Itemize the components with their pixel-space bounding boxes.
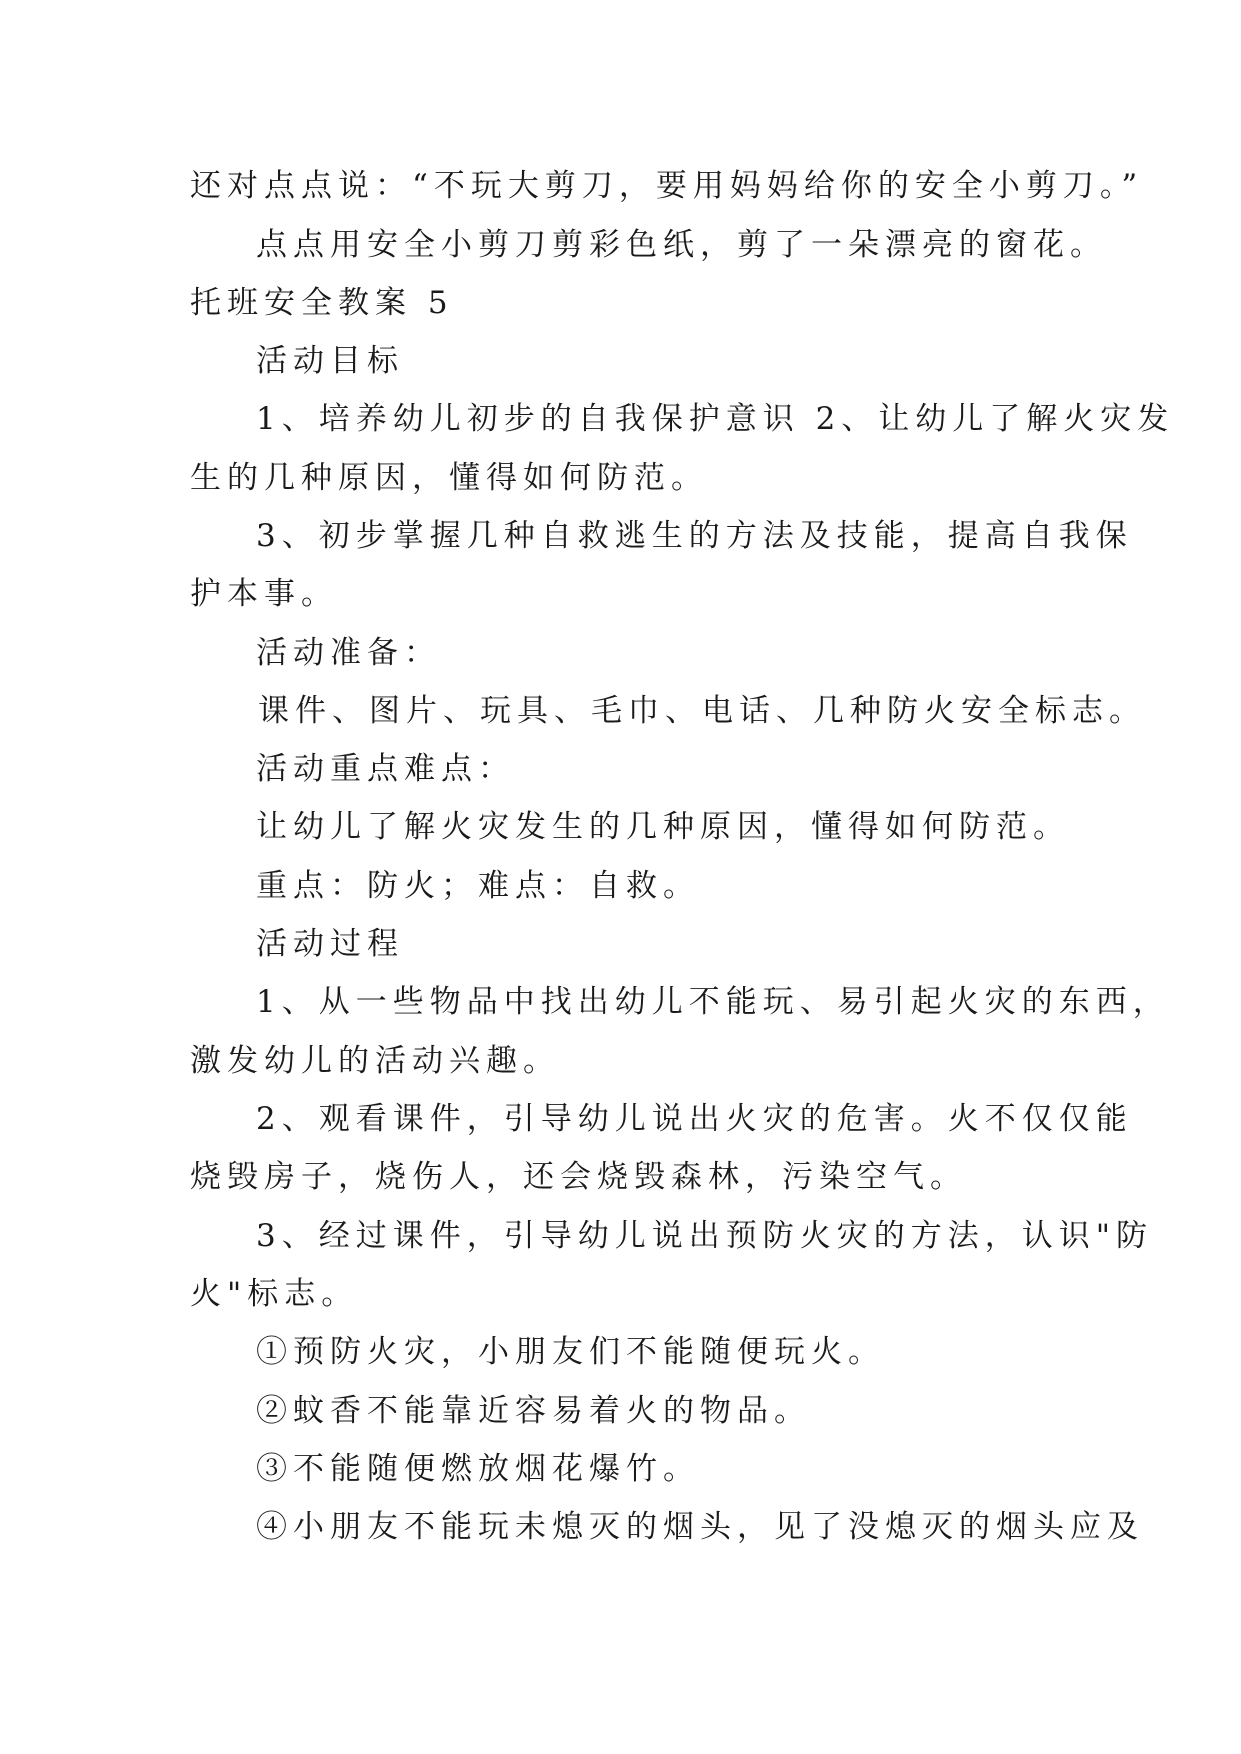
text-line: 课件、图片、玩具、毛巾、电话、几种防火安全标志。 [258,693,1146,729]
list-item: ③不能随便燃放烟花爆竹。 [256,1451,700,1487]
text-line: 火"标志。 [190,1276,359,1312]
text-line: 3、初步掌握几种自救逃生的方法及技能，提高自我保 [256,518,1133,554]
text-line: 重点：防火；难点：自救。 [256,868,700,904]
text-line: 烧毁房子，烧伤人，还会烧毁森林，污染空气。 [190,1159,967,1195]
text-line: 3、经过课件，引导幼儿说出预防火灾的方法，认识"防 [256,1218,1153,1254]
subheading: 活动准备： [256,635,441,671]
text-line: 让幼儿了解火灾发生的几种原因，懂得如何防范。 [256,809,1070,845]
text-line: 1、培养幼儿初步的自我保护意识 2、让幼儿了解火灾发 [256,401,1175,437]
list-item: ①预防火灾，小朋友们不能随便玩火。 [256,1334,885,1370]
text-line: 生的几种原因，懂得如何防范。 [190,460,708,496]
text-line: 2、观看课件，引导幼儿说出火灾的危害。火不仅仅能 [256,1101,1133,1137]
text-line: 激发幼儿的活动兴趣。 [190,1043,560,1079]
text-line: 还对点点说：“不玩大剪刀，要用妈妈给你的安全小剪刀。” [190,168,1144,204]
text-line: 护本事。 [190,576,338,612]
list-item: ④小朋友不能玩未熄灭的烟头，见了没熄灭的烟头应及 [256,1509,1144,1545]
subheading: 活动重点难点： [256,751,515,787]
subheading: 活动目标 [256,343,404,379]
list-item: ②蚊香不能靠近容易着火的物品。 [256,1393,811,1429]
text-line: 1、从一些物品中找出幼儿不能玩、易引起火灾的东西， [256,984,1170,1020]
text-line: 点点用安全小剪刀剪彩色纸，剪了一朵漂亮的窗花。 [256,227,1107,263]
subheading: 活动过程 [256,926,404,962]
section-title: 托班安全教案 5 [190,285,454,321]
